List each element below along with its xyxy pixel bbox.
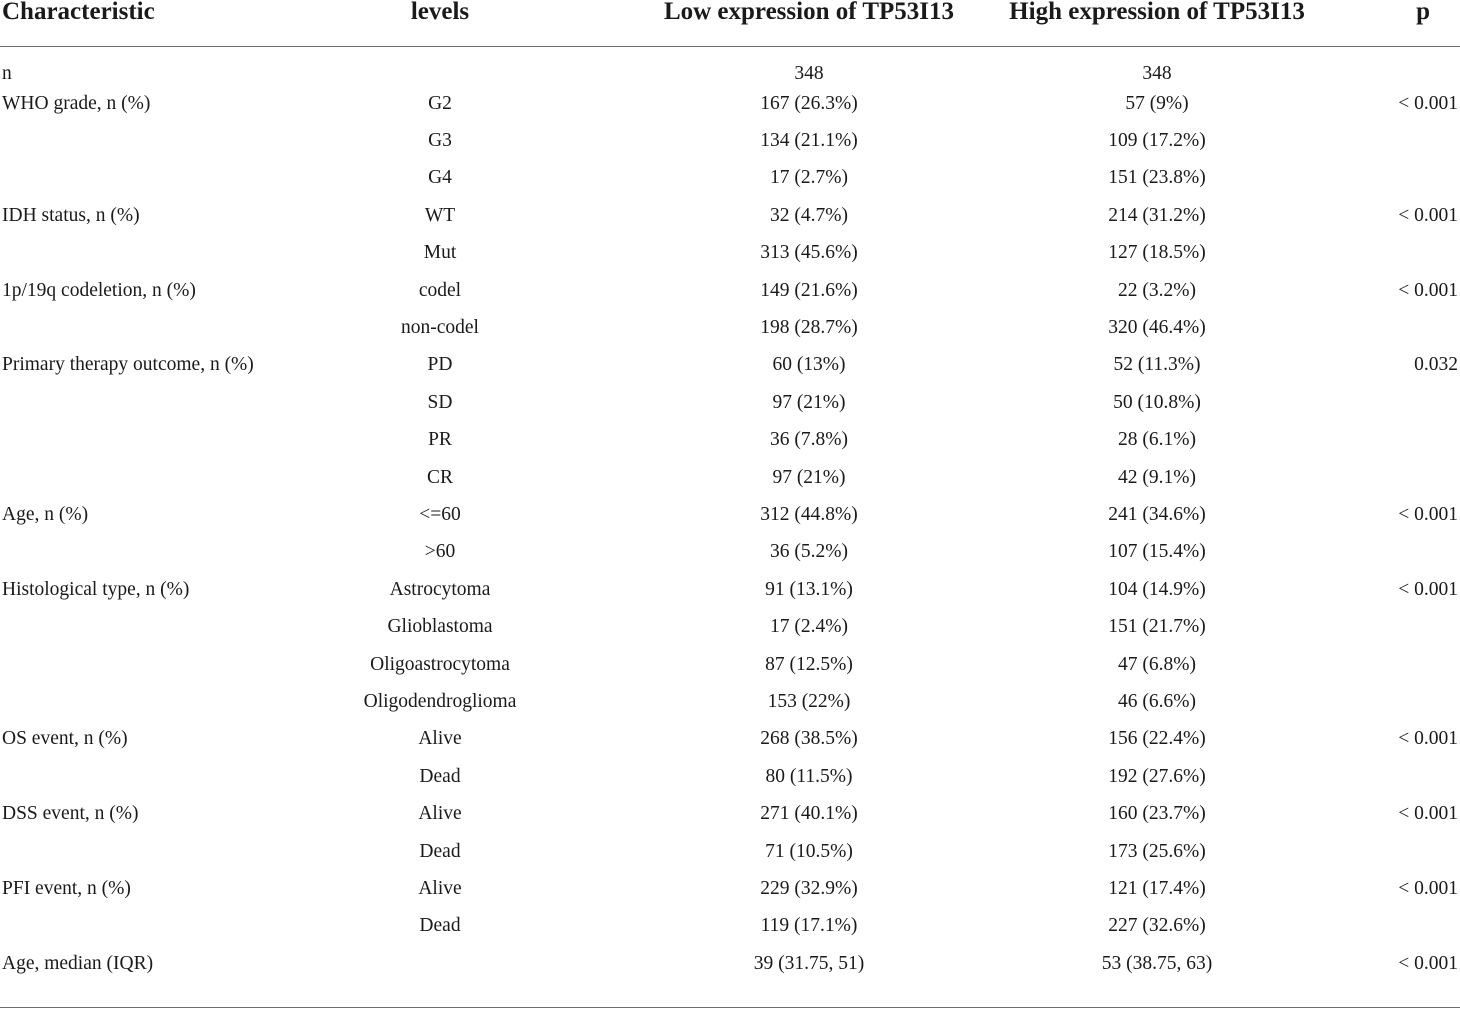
cell-level — [340, 945, 540, 982]
cell-high-expression: 28 (6.1%) — [1118, 429, 1196, 451]
table-row — [0, 235, 1460, 272]
cell-level: Dead — [419, 840, 461, 862]
cell-p-value — [1336, 833, 1460, 870]
table-row — [0, 459, 1460, 496]
cell-low-expression: 17 (2.7%) — [770, 167, 848, 189]
cell-p-value — [1336, 683, 1460, 720]
cell-level: Mut — [423, 242, 457, 264]
cell-characteristic — [0, 683, 340, 720]
cell-p-value — [1336, 384, 1460, 421]
cell-high-expression: 50 (10.8%) — [1113, 391, 1201, 413]
cell-characteristic: n — [2, 63, 12, 84]
cell-level: Alive — [418, 877, 462, 899]
table-row — [0, 758, 1460, 795]
table-row — [0, 47, 1460, 86]
table-row — [0, 309, 1460, 346]
table-row — [0, 272, 1460, 309]
cell-low-expression: 229 (32.9%) — [760, 877, 858, 899]
cell-low-expression: 60 (13%) — [772, 354, 846, 376]
cell-high-expression: 151 (23.8%) — [1108, 167, 1206, 189]
header-p-value: p — [1336, 0, 1460, 47]
cell-characteristic — [0, 459, 340, 496]
cell-level: Alive — [418, 803, 462, 825]
table-row — [0, 870, 1460, 907]
cell-p-value: < 0.001 — [1398, 952, 1458, 974]
cell-p-value — [1336, 309, 1460, 346]
cell-high-expression: 320 (46.4%) — [1108, 317, 1206, 339]
cell-characteristic — [0, 122, 340, 159]
cell-low-expression: 97 (21%) — [772, 466, 846, 488]
cell-low-expression: 134 (21.1%) — [760, 130, 858, 152]
cell-characteristic: OS event, n (%) — [2, 728, 128, 750]
cell-level: Oligodendroglioma — [363, 690, 517, 712]
cell-level: Dead — [419, 765, 461, 787]
cell-p-value: < 0.001 — [1398, 803, 1458, 825]
cell-high-expression: 52 (11.3%) — [1113, 354, 1201, 376]
cell-level: non-codel — [401, 317, 479, 339]
table-header — [0, 0, 1460, 47]
cell-low-expression: 312 (44.8%) — [760, 503, 858, 525]
cell-low-expression: 36 (7.8%) — [770, 429, 848, 451]
cell-high-expression: 241 (34.6%) — [1108, 503, 1206, 525]
cell-high-expression: 42 (9.1%) — [1118, 466, 1196, 488]
header-high-expression: High expression of TP53I13 — [978, 0, 1336, 47]
cell-low-expression: 271 (40.1%) — [760, 803, 858, 825]
table-row — [0, 384, 1460, 421]
header-levels: levels — [340, 0, 540, 47]
table-row — [0, 197, 1460, 234]
cell-level: >60 — [424, 541, 456, 563]
header-characteristic: Characteristic — [0, 0, 340, 47]
cell-low-expression: 36 (5.2%) — [770, 541, 848, 563]
cell-characteristic — [0, 422, 340, 459]
cell-characteristic — [0, 309, 340, 346]
table-bottom-rule — [0, 1007, 1460, 1008]
cell-p-value — [1336, 534, 1460, 571]
cell-high-expression: 22 (3.2%) — [1118, 279, 1196, 301]
cell-low-expression: 313 (45.6%) — [760, 242, 858, 264]
cell-p-value: < 0.001 — [1398, 877, 1458, 899]
cell-p-value: 0.032 — [1414, 354, 1458, 376]
cell-characteristic — [0, 758, 340, 795]
cell-p-value — [1336, 459, 1460, 496]
cell-level: G2 — [428, 92, 452, 114]
cell-high-expression: 127 (18.5%) — [1108, 242, 1206, 264]
table-row — [0, 908, 1460, 945]
cell-p-value — [1336, 160, 1460, 197]
cell-characteristic — [0, 908, 340, 945]
cell-level: codel — [418, 279, 462, 301]
cell-level: SD — [427, 391, 453, 413]
cell-low-expression: 268 (38.5%) — [760, 728, 858, 750]
cell-level: WT — [424, 204, 456, 226]
table-row — [0, 347, 1460, 384]
cell-low-expression: 153 (22%) — [767, 690, 851, 712]
cell-level: PD — [427, 354, 453, 376]
cell-low-expression: 39 (31.75, 51) — [753, 952, 865, 974]
cell-low-expression: 167 (26.3%) — [760, 92, 858, 114]
cell-level: Alive — [418, 728, 462, 750]
cell-low-expression: 80 (11.5%) — [765, 765, 853, 787]
cell-p-value — [1336, 122, 1460, 159]
table-row — [0, 160, 1460, 197]
cell-high-expression: 160 (23.7%) — [1108, 803, 1206, 825]
cell-level: Glioblastoma — [387, 616, 493, 638]
cell-low-expression: 87 (12.5%) — [765, 653, 853, 675]
cell-characteristic: 1p/19q codeletion, n (%) — [2, 279, 196, 301]
cell-level — [340, 47, 540, 86]
cell-high-expression: 53 (38.75, 63) — [1101, 952, 1213, 974]
cell-level: G4 — [428, 167, 452, 189]
table-row — [0, 721, 1460, 758]
cell-level: Astrocytoma — [389, 578, 491, 600]
table-row — [0, 85, 1460, 122]
cell-p-value: < 0.001 — [1398, 279, 1458, 301]
cell-low-expression: 71 (10.5%) — [765, 840, 853, 862]
cell-low-expression: 17 (2.4%) — [770, 616, 848, 638]
cell-characteristic — [0, 646, 340, 683]
cell-characteristic: PFI event, n (%) — [2, 877, 131, 899]
cell-characteristic: IDH status, n (%) — [2, 204, 140, 226]
cell-level: PR — [428, 429, 452, 451]
cell-high-expression: 107 (15.4%) — [1108, 541, 1206, 563]
cell-low-expression: 149 (21.6%) — [760, 279, 858, 301]
table-row — [0, 122, 1460, 159]
cell-level: G3 — [428, 130, 452, 152]
cell-high-expression: 121 (17.4%) — [1108, 877, 1206, 899]
cell-p-value — [1336, 646, 1460, 683]
cell-characteristic: Primary therapy outcome, n (%) — [2, 354, 254, 376]
cell-high-expression: 214 (31.2%) — [1108, 204, 1206, 226]
cell-characteristic — [0, 833, 340, 870]
cell-p-value — [1336, 422, 1460, 459]
cell-high-expression: 156 (22.4%) — [1108, 728, 1206, 750]
cell-p-value — [1336, 608, 1460, 645]
table-row — [0, 833, 1460, 870]
cell-low-expression: 348 — [794, 63, 824, 84]
cell-high-expression: 173 (25.6%) — [1108, 840, 1206, 862]
cell-p-value: < 0.001 — [1398, 503, 1458, 525]
cell-level: Oligoastrocytoma — [370, 653, 510, 675]
cell-high-expression: 348 — [1142, 63, 1172, 84]
cell-p-value: < 0.001 — [1398, 92, 1458, 114]
cell-low-expression: 32 (4.7%) — [770, 204, 848, 226]
cell-high-expression: 192 (27.6%) — [1108, 765, 1206, 787]
cell-low-expression: 91 (13.1%) — [765, 578, 853, 600]
cell-high-expression: 151 (21.7%) — [1108, 616, 1206, 638]
cell-characteristic: Age, median (IQR) — [2, 952, 154, 974]
cell-p-value: < 0.001 — [1398, 578, 1458, 600]
cell-p-value: < 0.001 — [1398, 204, 1458, 226]
cell-low-expression: 97 (21%) — [772, 391, 846, 413]
cell-p-value — [1336, 908, 1460, 945]
table-row — [0, 646, 1460, 683]
cell-p-value — [1336, 758, 1460, 795]
table-row — [0, 534, 1460, 571]
cell-level: CR — [426, 466, 453, 488]
table-body — [0, 47, 1460, 983]
cell-p-value — [1336, 47, 1460, 86]
cell-high-expression: 109 (17.2%) — [1108, 130, 1206, 152]
table-row — [0, 945, 1460, 982]
cell-characteristic: DSS event, n (%) — [2, 803, 139, 825]
cell-characteristic — [0, 160, 340, 197]
cell-high-expression: 227 (32.6%) — [1108, 915, 1206, 937]
cell-characteristic — [0, 235, 340, 272]
table-row — [0, 608, 1460, 645]
cell-level: <=60 — [419, 503, 461, 525]
cell-p-value: < 0.001 — [1398, 728, 1458, 750]
cell-high-expression: 47 (6.8%) — [1118, 653, 1196, 675]
table-row — [0, 683, 1460, 720]
table-row — [0, 571, 1460, 608]
table-row — [0, 496, 1460, 533]
cell-characteristic — [0, 384, 340, 421]
table-row — [0, 422, 1460, 459]
cell-characteristic: WHO grade, n (%) — [2, 92, 151, 114]
cell-low-expression: 119 (17.1%) — [760, 915, 858, 937]
cell-p-value — [1336, 235, 1460, 272]
table-row — [0, 795, 1460, 832]
cell-level: Dead — [419, 915, 461, 937]
header-low-expression: Low expression of TP53I13 — [540, 0, 978, 47]
cell-high-expression: 46 (6.6%) — [1118, 690, 1196, 712]
header-row — [0, 0, 1460, 47]
cell-characteristic: Histological type, n (%) — [2, 578, 190, 600]
cell-high-expression: 104 (14.9%) — [1108, 578, 1206, 600]
cell-high-expression: 57 (9%) — [1125, 92, 1189, 114]
cell-characteristic — [0, 534, 340, 571]
cell-characteristic — [0, 608, 340, 645]
cell-low-expression: 198 (28.7%) — [760, 317, 858, 339]
cell-characteristic: Age, n (%) — [2, 503, 89, 525]
